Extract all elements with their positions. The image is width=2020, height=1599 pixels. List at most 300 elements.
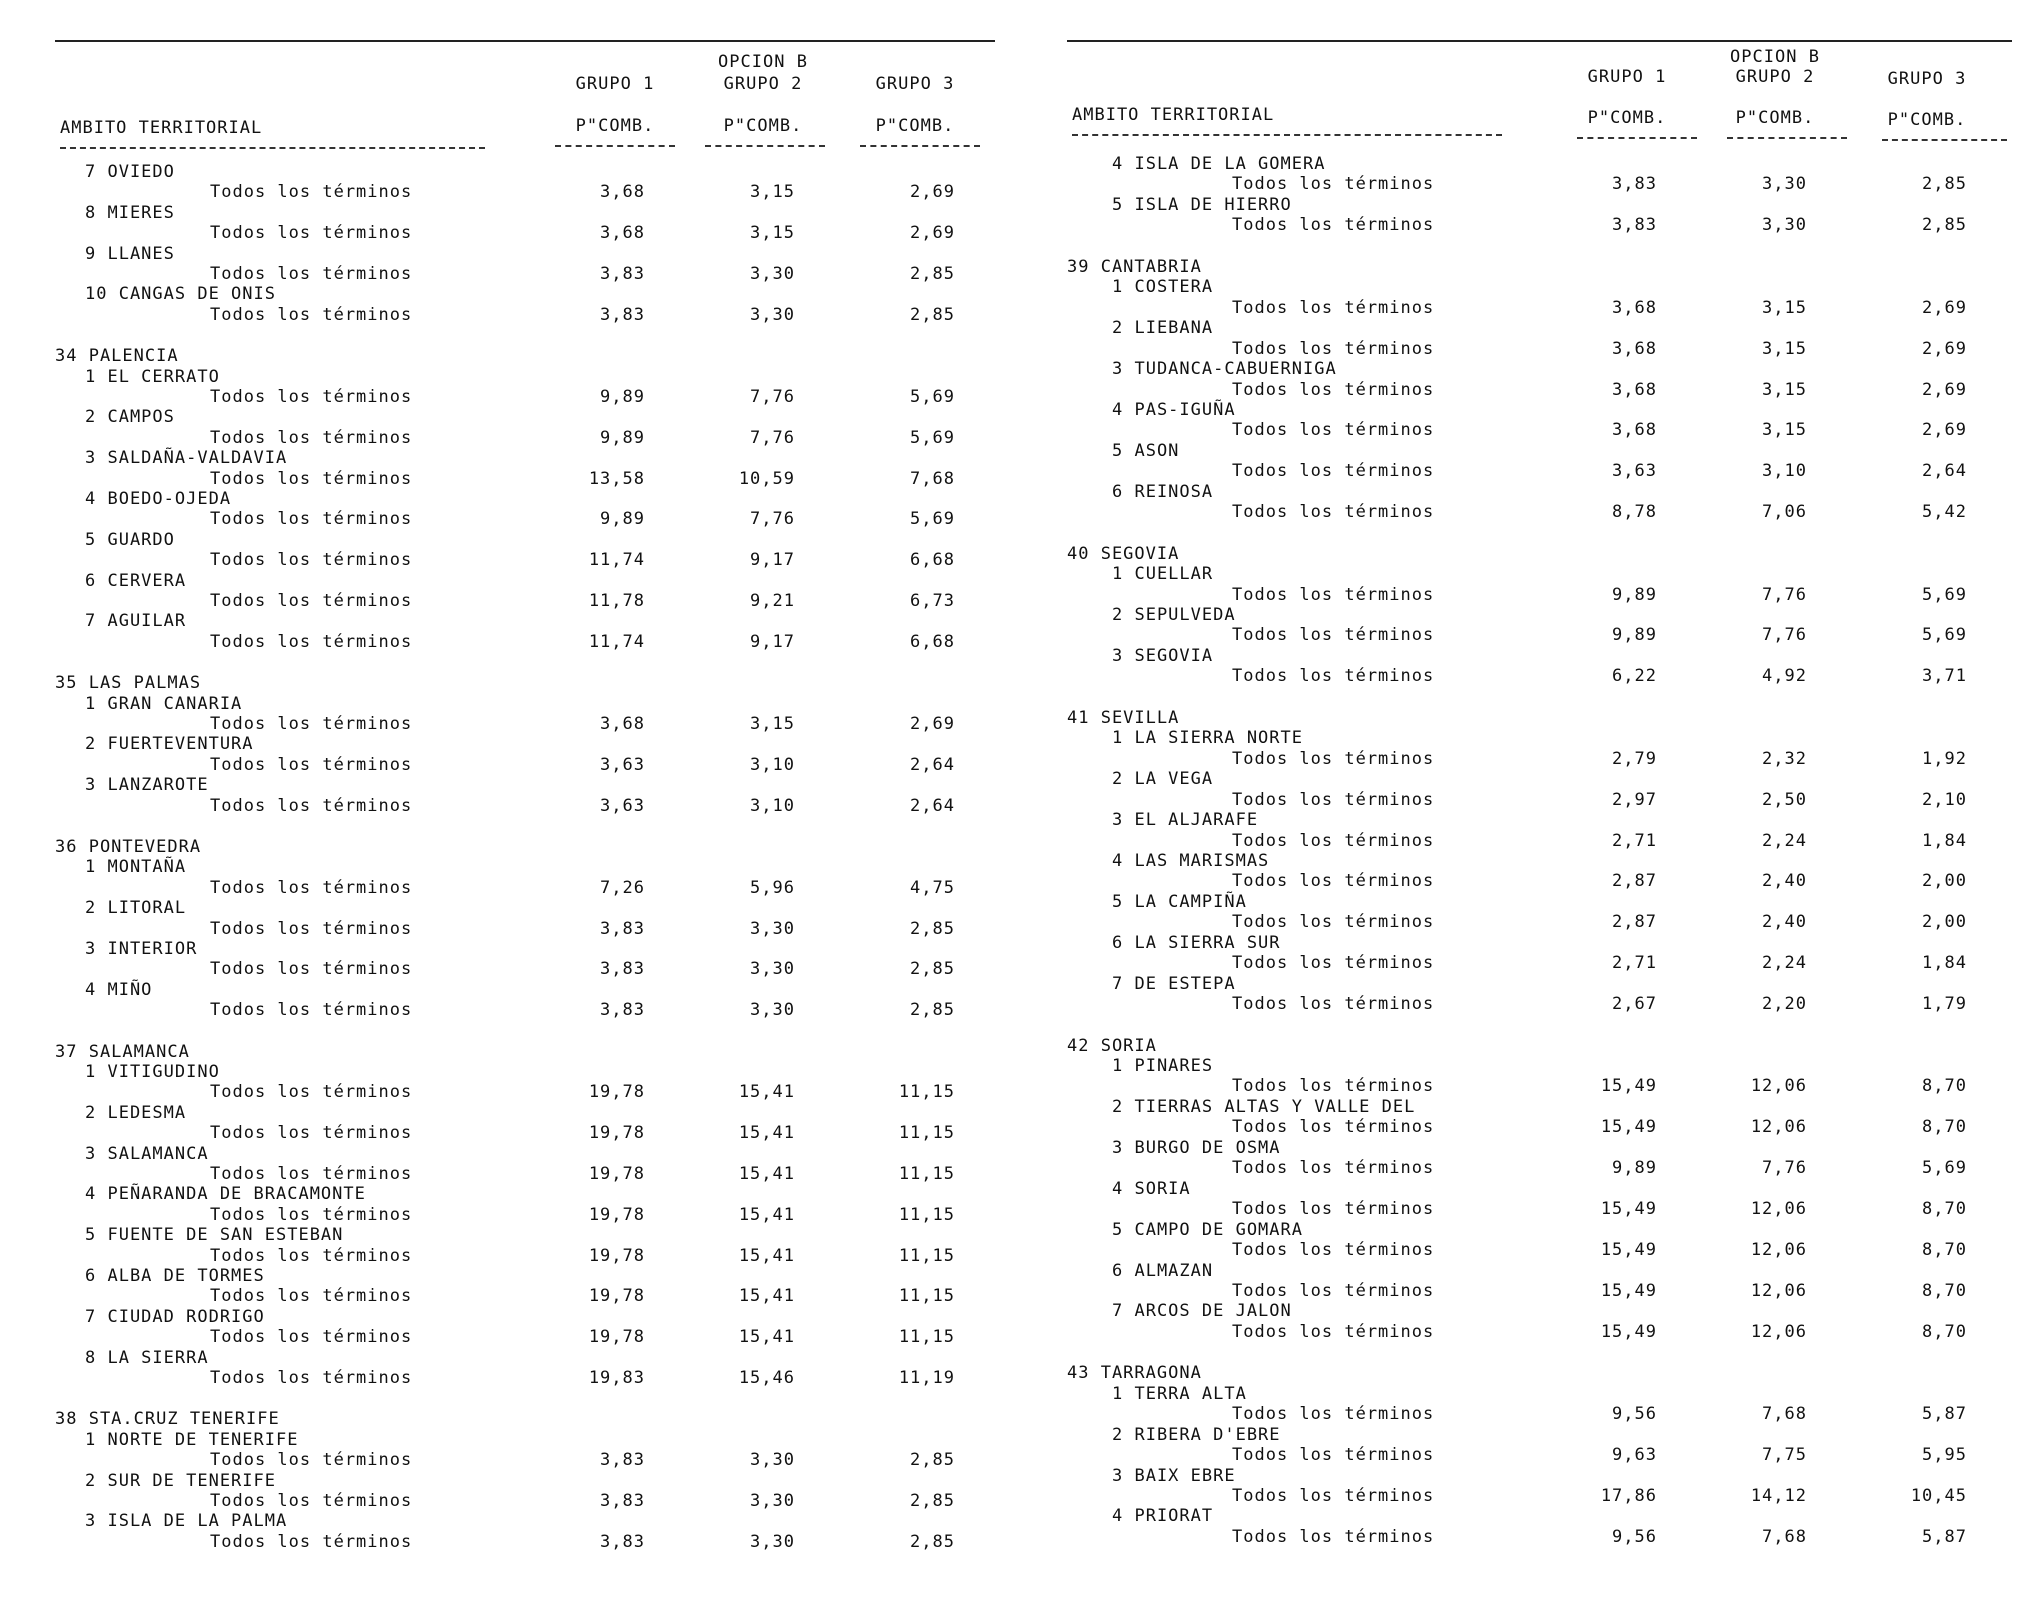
terms-label: Todos los términos <box>1232 338 1435 359</box>
district-row <box>55 203 1000 223</box>
district-row <box>55 694 1000 714</box>
district-label: 5 FUENTE DE SAN ESTEBAN <box>85 1225 344 1246</box>
terms-row <box>55 1491 1000 1511</box>
district-row <box>1067 892 2012 912</box>
value-grupo-3: 8,70 <box>1922 1280 1967 1301</box>
province-row <box>55 673 1000 693</box>
terms-label: Todos los términos <box>210 754 413 775</box>
terms-label: Todos los términos <box>1232 912 1435 933</box>
value-grupo-3: 2,85 <box>1922 215 1967 236</box>
value-grupo-3: 5,69 <box>910 387 955 407</box>
value-grupo-1: 3,83 <box>600 304 645 325</box>
value-grupo-1: 11,74 <box>588 631 645 652</box>
terms-label: Todos los términos <box>210 1286 413 1307</box>
value-grupo-1: 19,78 <box>588 1327 645 1348</box>
terms-row <box>55 878 1000 898</box>
terms-row <box>1067 1117 2012 1137</box>
value-grupo-3: 1,79 <box>1922 994 1967 1015</box>
value-grupo-2: 15,41 <box>738 1204 795 1225</box>
terms-row <box>55 1532 1000 1552</box>
terms-label: Todos los términos <box>210 427 413 448</box>
header-dash-1 <box>1577 137 1697 139</box>
value-grupo-3: 8,70 <box>1922 1240 1967 1261</box>
terms-row <box>55 264 1000 284</box>
district-row <box>1067 154 2012 174</box>
province-row <box>1067 708 2012 728</box>
district-label: 1 VITIGUDINO <box>85 1062 220 1082</box>
district-row <box>55 939 1000 959</box>
district-row <box>1067 1506 2012 1526</box>
value-grupo-2: 3,10 <box>750 795 795 816</box>
district-label: 3 BAIX EBRE <box>1112 1465 1236 1486</box>
district-row <box>1067 482 2012 502</box>
terms-label: Todos los términos <box>210 959 413 980</box>
district-row <box>55 734 1000 754</box>
value-grupo-1: 3,63 <box>600 754 645 775</box>
province-label: 38 STA.CRUZ TENERIFE <box>55 1409 280 1430</box>
terms-label: Todos los términos <box>210 714 413 734</box>
terms-label: Todos los términos <box>210 387 413 407</box>
value-grupo-1: 9,56 <box>1612 1526 1657 1547</box>
district-label: 3 LANZAROTE <box>85 775 209 796</box>
header-dash-3 <box>1882 139 2007 141</box>
terms-label: Todos los términos <box>210 795 413 816</box>
value-grupo-1: 3,63 <box>600 795 645 816</box>
terms-row <box>55 1246 1000 1266</box>
value-grupo-1: 19,83 <box>588 1368 645 1388</box>
value-grupo-3: 1,84 <box>1922 953 1967 974</box>
value-grupo-2: 12,06 <box>1750 1117 1807 1138</box>
value-grupo-3: 5,87 <box>1922 1526 1967 1547</box>
district-row <box>1067 1301 2012 1321</box>
value-grupo-2: 3,15 <box>1762 338 1807 359</box>
province-row <box>55 346 1000 366</box>
district-row <box>55 898 1000 918</box>
district-label: 2 LA VEGA <box>1112 769 1214 790</box>
value-grupo-3: 2,69 <box>1922 420 1967 441</box>
district-label: 2 FUERTEVENTURA <box>85 734 254 755</box>
value-grupo-1: 3,83 <box>600 1000 645 1021</box>
value-grupo-1: 19,78 <box>588 1245 645 1266</box>
district-row <box>55 489 1000 509</box>
value-grupo-2: 15,41 <box>738 1164 795 1184</box>
value-grupo-1: 19,78 <box>588 1123 645 1144</box>
district-row <box>1067 1097 2012 1117</box>
terms-row <box>55 1327 1000 1347</box>
terms-row <box>55 959 1000 979</box>
district-label: 6 CERVERA <box>85 570 187 591</box>
value-grupo-1: 9,56 <box>1612 1404 1657 1425</box>
value-grupo-3: 8,70 <box>1922 1117 1967 1138</box>
value-grupo-2: 3,15 <box>1762 297 1807 318</box>
district-label: 4 MIÑO <box>85 979 153 1000</box>
district-label: 6 LA SIERRA SUR <box>1112 932 1281 953</box>
terms-label: Todos los términos <box>1232 215 1435 236</box>
value-grupo-3: 5,69 <box>910 427 955 448</box>
district-label: 8 MIERES <box>85 202 175 223</box>
value-grupo-2: 3,30 <box>1762 174 1807 195</box>
terms-label: Todos los términos <box>1232 1199 1435 1220</box>
value-grupo-1: 3,83 <box>600 264 645 284</box>
province-label: 43 TARRAGONA <box>1067 1363 1202 1384</box>
district-row <box>55 1225 1000 1245</box>
district-label: 3 SALDAÑA-VALDAVIA <box>85 448 288 469</box>
district-label: 1 NORTE DE TENERIFE <box>85 1429 299 1450</box>
terms-label: Todos los términos <box>210 1531 413 1552</box>
terms-label: Todos los términos <box>210 1368 413 1388</box>
province-label: 34 PALENCIA <box>55 346 179 367</box>
district-row <box>55 1307 1000 1327</box>
value-grupo-2: 2,40 <box>1762 871 1807 892</box>
value-grupo-2: 3,15 <box>1762 379 1807 400</box>
value-grupo-2: 7,76 <box>750 387 795 407</box>
district-row <box>1067 605 2012 625</box>
district-label: 4 LAS MARISMAS <box>1112 850 1270 871</box>
value-grupo-2: 2,32 <box>1762 748 1807 769</box>
value-grupo-3: 4,75 <box>910 877 955 898</box>
terms-row <box>55 1164 1000 1184</box>
value-grupo-3: 8,70 <box>1922 1199 1967 1220</box>
terms-row <box>1067 1404 2012 1424</box>
terms-row <box>1067 666 2012 686</box>
value-grupo-2: 5,96 <box>750 877 795 898</box>
terms-label: Todos los términos <box>210 182 413 203</box>
terms-row <box>1067 502 2012 522</box>
value-grupo-3: 5,95 <box>1922 1445 1967 1466</box>
terms-label: Todos los términos <box>1232 1076 1435 1097</box>
value-grupo-2: 3,30 <box>750 304 795 325</box>
province-row <box>55 1409 1000 1429</box>
district-label: 7 ARCOS DE JALON <box>1112 1301 1292 1322</box>
terms-row <box>55 1450 1000 1470</box>
district-row <box>1067 1179 2012 1199</box>
terms-label: Todos los términos <box>210 591 413 611</box>
terms-label: Todos los términos <box>210 1082 413 1103</box>
value-grupo-1: 2,79 <box>1612 748 1657 769</box>
terms-row <box>55 632 1000 652</box>
terms-label: Todos los términos <box>1232 666 1435 687</box>
value-grupo-2: 15,41 <box>738 1286 795 1307</box>
value-grupo-2: 15,41 <box>738 1123 795 1144</box>
terms-row <box>1067 994 2012 1014</box>
district-label: 7 DE ESTEPA <box>1112 973 1236 994</box>
terms-row <box>55 305 1000 325</box>
district-row <box>55 407 1000 427</box>
value-grupo-3: 2,85 <box>910 1000 955 1021</box>
value-grupo-3: 5,69 <box>910 509 955 530</box>
province-label: 37 SALAMANCA <box>55 1041 190 1062</box>
district-row <box>1067 646 2012 666</box>
district-label: 2 SEPULVEDA <box>1112 605 1236 625</box>
terms-row <box>55 755 1000 775</box>
district-row <box>55 1103 1000 1123</box>
header-pcomb-1: P"COMB. <box>575 116 655 136</box>
terms-label: Todos los términos <box>1232 1117 1435 1138</box>
value-grupo-3: 11,15 <box>898 1327 955 1348</box>
value-grupo-3: 2,69 <box>1922 297 1967 318</box>
terms-row <box>1067 1158 2012 1178</box>
value-grupo-1: 3,83 <box>1612 215 1657 236</box>
district-row <box>1067 728 2012 748</box>
value-grupo-3: 2,69 <box>910 223 955 244</box>
value-grupo-2: 3,10 <box>1762 461 1807 482</box>
terms-label: Todos los términos <box>1232 1240 1435 1261</box>
value-grupo-1: 19,78 <box>588 1082 645 1103</box>
value-grupo-1: 19,78 <box>588 1286 645 1307</box>
header-grupo-2: GRUPO 2 <box>1735 67 1815 87</box>
value-grupo-2: 3,10 <box>750 754 795 775</box>
district-label: 5 ASON <box>1112 440 1180 461</box>
value-grupo-3: 2,69 <box>1922 338 1967 359</box>
district-label: 1 LA SIERRA NORTE <box>1112 728 1303 749</box>
value-grupo-1: 9,89 <box>1612 584 1657 605</box>
terms-label: Todos los términos <box>210 468 413 489</box>
value-grupo-3: 11,19 <box>898 1368 955 1388</box>
value-grupo-2: 7,75 <box>1762 1445 1807 1466</box>
value-grupo-3: 5,69 <box>1922 584 1967 605</box>
value-grupo-3: 6,73 <box>910 591 955 611</box>
value-grupo-2: 7,76 <box>750 509 795 530</box>
district-label: 1 CUELLAR <box>1112 564 1214 585</box>
province-label: 40 SEGOVIA <box>1067 543 1180 564</box>
district-label: 5 GUARDO <box>85 529 175 550</box>
terms-row <box>55 1082 1000 1102</box>
value-grupo-1: 9,63 <box>1612 1445 1657 1466</box>
terms-row <box>55 1205 1000 1225</box>
value-grupo-1: 3,83 <box>600 1531 645 1552</box>
district-row <box>1067 769 2012 789</box>
value-grupo-3: 2,10 <box>1922 789 1967 810</box>
district-label: 7 CIUDAD RODRIGO <box>85 1306 265 1327</box>
header-grupo-3: GRUPO 3 <box>1887 69 1967 89</box>
district-label: 6 REINOSA <box>1112 481 1214 502</box>
district-row <box>1067 1466 2012 1486</box>
terms-row <box>1067 420 2012 440</box>
district-row <box>1067 564 2012 584</box>
value-grupo-3: 8,70 <box>1922 1321 1967 1342</box>
district-label: 10 CANGAS DE ONIS <box>85 284 276 305</box>
terms-label: Todos los términos <box>210 1164 413 1184</box>
province-row <box>1067 257 2012 277</box>
header-grupo-1: GRUPO 1 <box>1587 67 1667 87</box>
district-row <box>55 1471 1000 1491</box>
district-label: 2 CAMPOS <box>85 407 175 428</box>
value-grupo-2: 7,76 <box>1762 584 1807 605</box>
value-grupo-1: 3,83 <box>600 918 645 939</box>
value-grupo-2: 12,06 <box>1750 1280 1807 1301</box>
district-label: 6 ALMAZAN <box>1112 1260 1214 1281</box>
terms-row <box>1067 215 2012 235</box>
terms-row <box>1067 831 2012 851</box>
terms-row <box>1067 1281 2012 1301</box>
value-grupo-3: 6,68 <box>910 631 955 652</box>
terms-row <box>1067 1076 2012 1096</box>
value-grupo-1: 6,22 <box>1612 666 1657 687</box>
province-row <box>55 1042 1000 1062</box>
value-grupo-3: 2,85 <box>910 1450 955 1471</box>
province-label: 35 LAS PALMAS <box>55 673 202 694</box>
value-grupo-3: 5,69 <box>1922 625 1967 646</box>
value-grupo-3: 2,85 <box>910 304 955 325</box>
header-pcomb-1: P"COMB. <box>1587 108 1667 128</box>
value-grupo-2: 7,68 <box>1762 1526 1807 1547</box>
value-grupo-3: 2,85 <box>910 1531 955 1552</box>
district-row <box>1067 1056 2012 1076</box>
terms-label: Todos los términos <box>1232 461 1435 482</box>
district-label: 9 LLANES <box>85 243 175 264</box>
terms-row <box>55 469 1000 489</box>
terms-label: Todos los términos <box>210 1491 413 1511</box>
value-grupo-3: 2,64 <box>910 754 955 775</box>
terms-row <box>1067 298 2012 318</box>
value-grupo-2: 3,30 <box>1762 215 1807 236</box>
district-row <box>55 367 1000 387</box>
district-label: 4 PRIORAT <box>1112 1506 1214 1527</box>
district-label: 1 PINARES <box>1112 1056 1214 1076</box>
header-opcion-b: OPCION B <box>1730 47 1820 67</box>
terms-label: Todos los términos <box>1232 994 1435 1015</box>
value-grupo-1: 9,89 <box>600 387 645 407</box>
district-label: 6 ALBA DE TORMES <box>85 1266 265 1286</box>
district-row <box>55 244 1000 264</box>
terms-row <box>55 796 1000 816</box>
district-label: 1 MONTAÑA <box>85 857 187 878</box>
value-grupo-1: 15,49 <box>1600 1280 1657 1301</box>
district-row <box>55 1348 1000 1368</box>
terms-label: Todos los términos <box>210 918 413 939</box>
value-grupo-2: 12,06 <box>1750 1076 1807 1097</box>
terms-label: Todos los términos <box>210 1000 413 1021</box>
value-grupo-2: 3,30 <box>750 1450 795 1471</box>
header-pcomb-3: P"COMB. <box>1887 110 1967 130</box>
value-grupo-2: 7,76 <box>1762 1158 1807 1179</box>
province-row <box>55 837 1000 857</box>
district-row <box>1067 851 2012 871</box>
value-grupo-1: 2,67 <box>1612 994 1657 1015</box>
district-row <box>1067 441 2012 461</box>
terms-row <box>55 919 1000 939</box>
district-label: 5 ISLA DE HIERRO <box>1112 194 1292 215</box>
header-dash-2 <box>1727 137 1847 139</box>
terms-row <box>1067 1527 2012 1547</box>
district-row <box>1067 318 2012 338</box>
terms-label: Todos los términos <box>210 1204 413 1225</box>
district-label: 1 EL CERRATO <box>85 366 220 387</box>
terms-label: Todos los términos <box>1232 379 1435 400</box>
value-grupo-1: 13,58 <box>588 468 645 489</box>
district-label: 4 BOEDO-OJEDA <box>85 489 232 509</box>
value-grupo-1: 3,63 <box>1612 461 1657 482</box>
header-pcomb-2: P"COMB. <box>723 116 803 136</box>
value-grupo-2: 2,24 <box>1762 830 1807 851</box>
district-label: 2 LEDESMA <box>85 1102 187 1123</box>
district-row <box>1067 277 2012 297</box>
district-label: 4 PEÑARANDA DE BRACAMONTE <box>85 1184 366 1205</box>
district-row <box>55 530 1000 550</box>
district-row <box>1067 1220 2012 1240</box>
value-grupo-1: 11,78 <box>588 591 645 611</box>
district-row <box>1067 1261 2012 1281</box>
value-grupo-1: 2,71 <box>1612 830 1657 851</box>
district-label: 4 ISLA DE LA GOMERA <box>1112 154 1326 174</box>
value-grupo-1: 3,83 <box>1612 174 1657 195</box>
district-row <box>55 611 1000 631</box>
district-row <box>55 1511 1000 1531</box>
value-grupo-2: 4,92 <box>1762 666 1807 687</box>
district-label: 3 ISLA DE LA PALMA <box>85 1511 288 1532</box>
terms-label: Todos los términos <box>210 1245 413 1266</box>
table-header <box>55 0 1000 160</box>
value-grupo-1: 3,68 <box>600 714 645 734</box>
value-grupo-1: 2,87 <box>1612 912 1657 933</box>
terms-row <box>55 1286 1000 1306</box>
value-grupo-2: 3,15 <box>750 714 795 734</box>
terms-label: Todos los términos <box>210 1123 413 1144</box>
province-label: 39 CANTABRIA <box>1067 256 1202 277</box>
value-grupo-3: 11,15 <box>898 1286 955 1307</box>
value-grupo-3: 2,85 <box>910 959 955 980</box>
district-label: 4 SORIA <box>1112 1178 1191 1199</box>
value-grupo-2: 15,41 <box>738 1082 795 1103</box>
terms-row <box>1067 749 2012 769</box>
value-grupo-2: 7,68 <box>1762 1404 1807 1425</box>
district-row <box>55 448 1000 468</box>
terms-label: Todos los términos <box>1232 174 1435 195</box>
terms-label: Todos los términos <box>1232 1486 1435 1506</box>
terms-row <box>55 509 1000 529</box>
value-grupo-2: 9,21 <box>750 591 795 611</box>
terms-label: Todos los términos <box>1232 953 1435 974</box>
value-grupo-3: 7,68 <box>910 468 955 489</box>
value-grupo-3: 11,15 <box>898 1123 955 1144</box>
value-grupo-1: 11,74 <box>588 550 645 571</box>
terms-label: Todos los términos <box>1232 1280 1435 1301</box>
value-grupo-3: 3,71 <box>1922 666 1967 687</box>
terms-row <box>55 428 1000 448</box>
value-grupo-2: 7,06 <box>1762 502 1807 523</box>
value-grupo-3: 8,70 <box>1922 1076 1967 1097</box>
terms-row <box>1067 912 2012 932</box>
value-grupo-1: 15,49 <box>1600 1199 1657 1220</box>
district-row <box>1067 195 2012 215</box>
terms-label: Todos los términos <box>1232 420 1435 441</box>
terms-row <box>55 1123 1000 1143</box>
value-grupo-1: 15,49 <box>1600 1117 1657 1138</box>
terms-label: Todos los términos <box>210 223 413 244</box>
value-grupo-2: 3,15 <box>750 223 795 244</box>
terms-label: Todos los términos <box>210 550 413 571</box>
value-grupo-1: 9,89 <box>600 427 645 448</box>
header-pcomb-2: P"COMB. <box>1735 108 1815 128</box>
terms-row <box>1067 953 2012 973</box>
value-grupo-2: 3,15 <box>1762 420 1807 441</box>
value-grupo-2: 15,41 <box>738 1327 795 1348</box>
province-label: 41 SEVILLA <box>1067 707 1180 728</box>
value-grupo-1: 17,86 <box>1600 1486 1657 1506</box>
district-label: 1 GRAN CANARIA <box>85 693 243 714</box>
district-label: 5 CAMPO DE GOMARA <box>1112 1219 1303 1240</box>
district-label: 3 INTERIOR <box>85 939 198 959</box>
value-grupo-2: 2,50 <box>1762 789 1807 810</box>
district-label: 2 SUR DE TENERIFE <box>85 1470 276 1491</box>
header-dash-ambito <box>60 147 485 149</box>
value-grupo-2: 15,41 <box>738 1245 795 1266</box>
terms-label: Todos los términos <box>1232 871 1435 892</box>
district-row <box>1067 810 2012 830</box>
district-label: 7 OVIEDO <box>85 162 175 182</box>
header-grupo-3: GRUPO 3 <box>875 74 955 94</box>
terms-label: Todos los términos <box>210 877 413 898</box>
